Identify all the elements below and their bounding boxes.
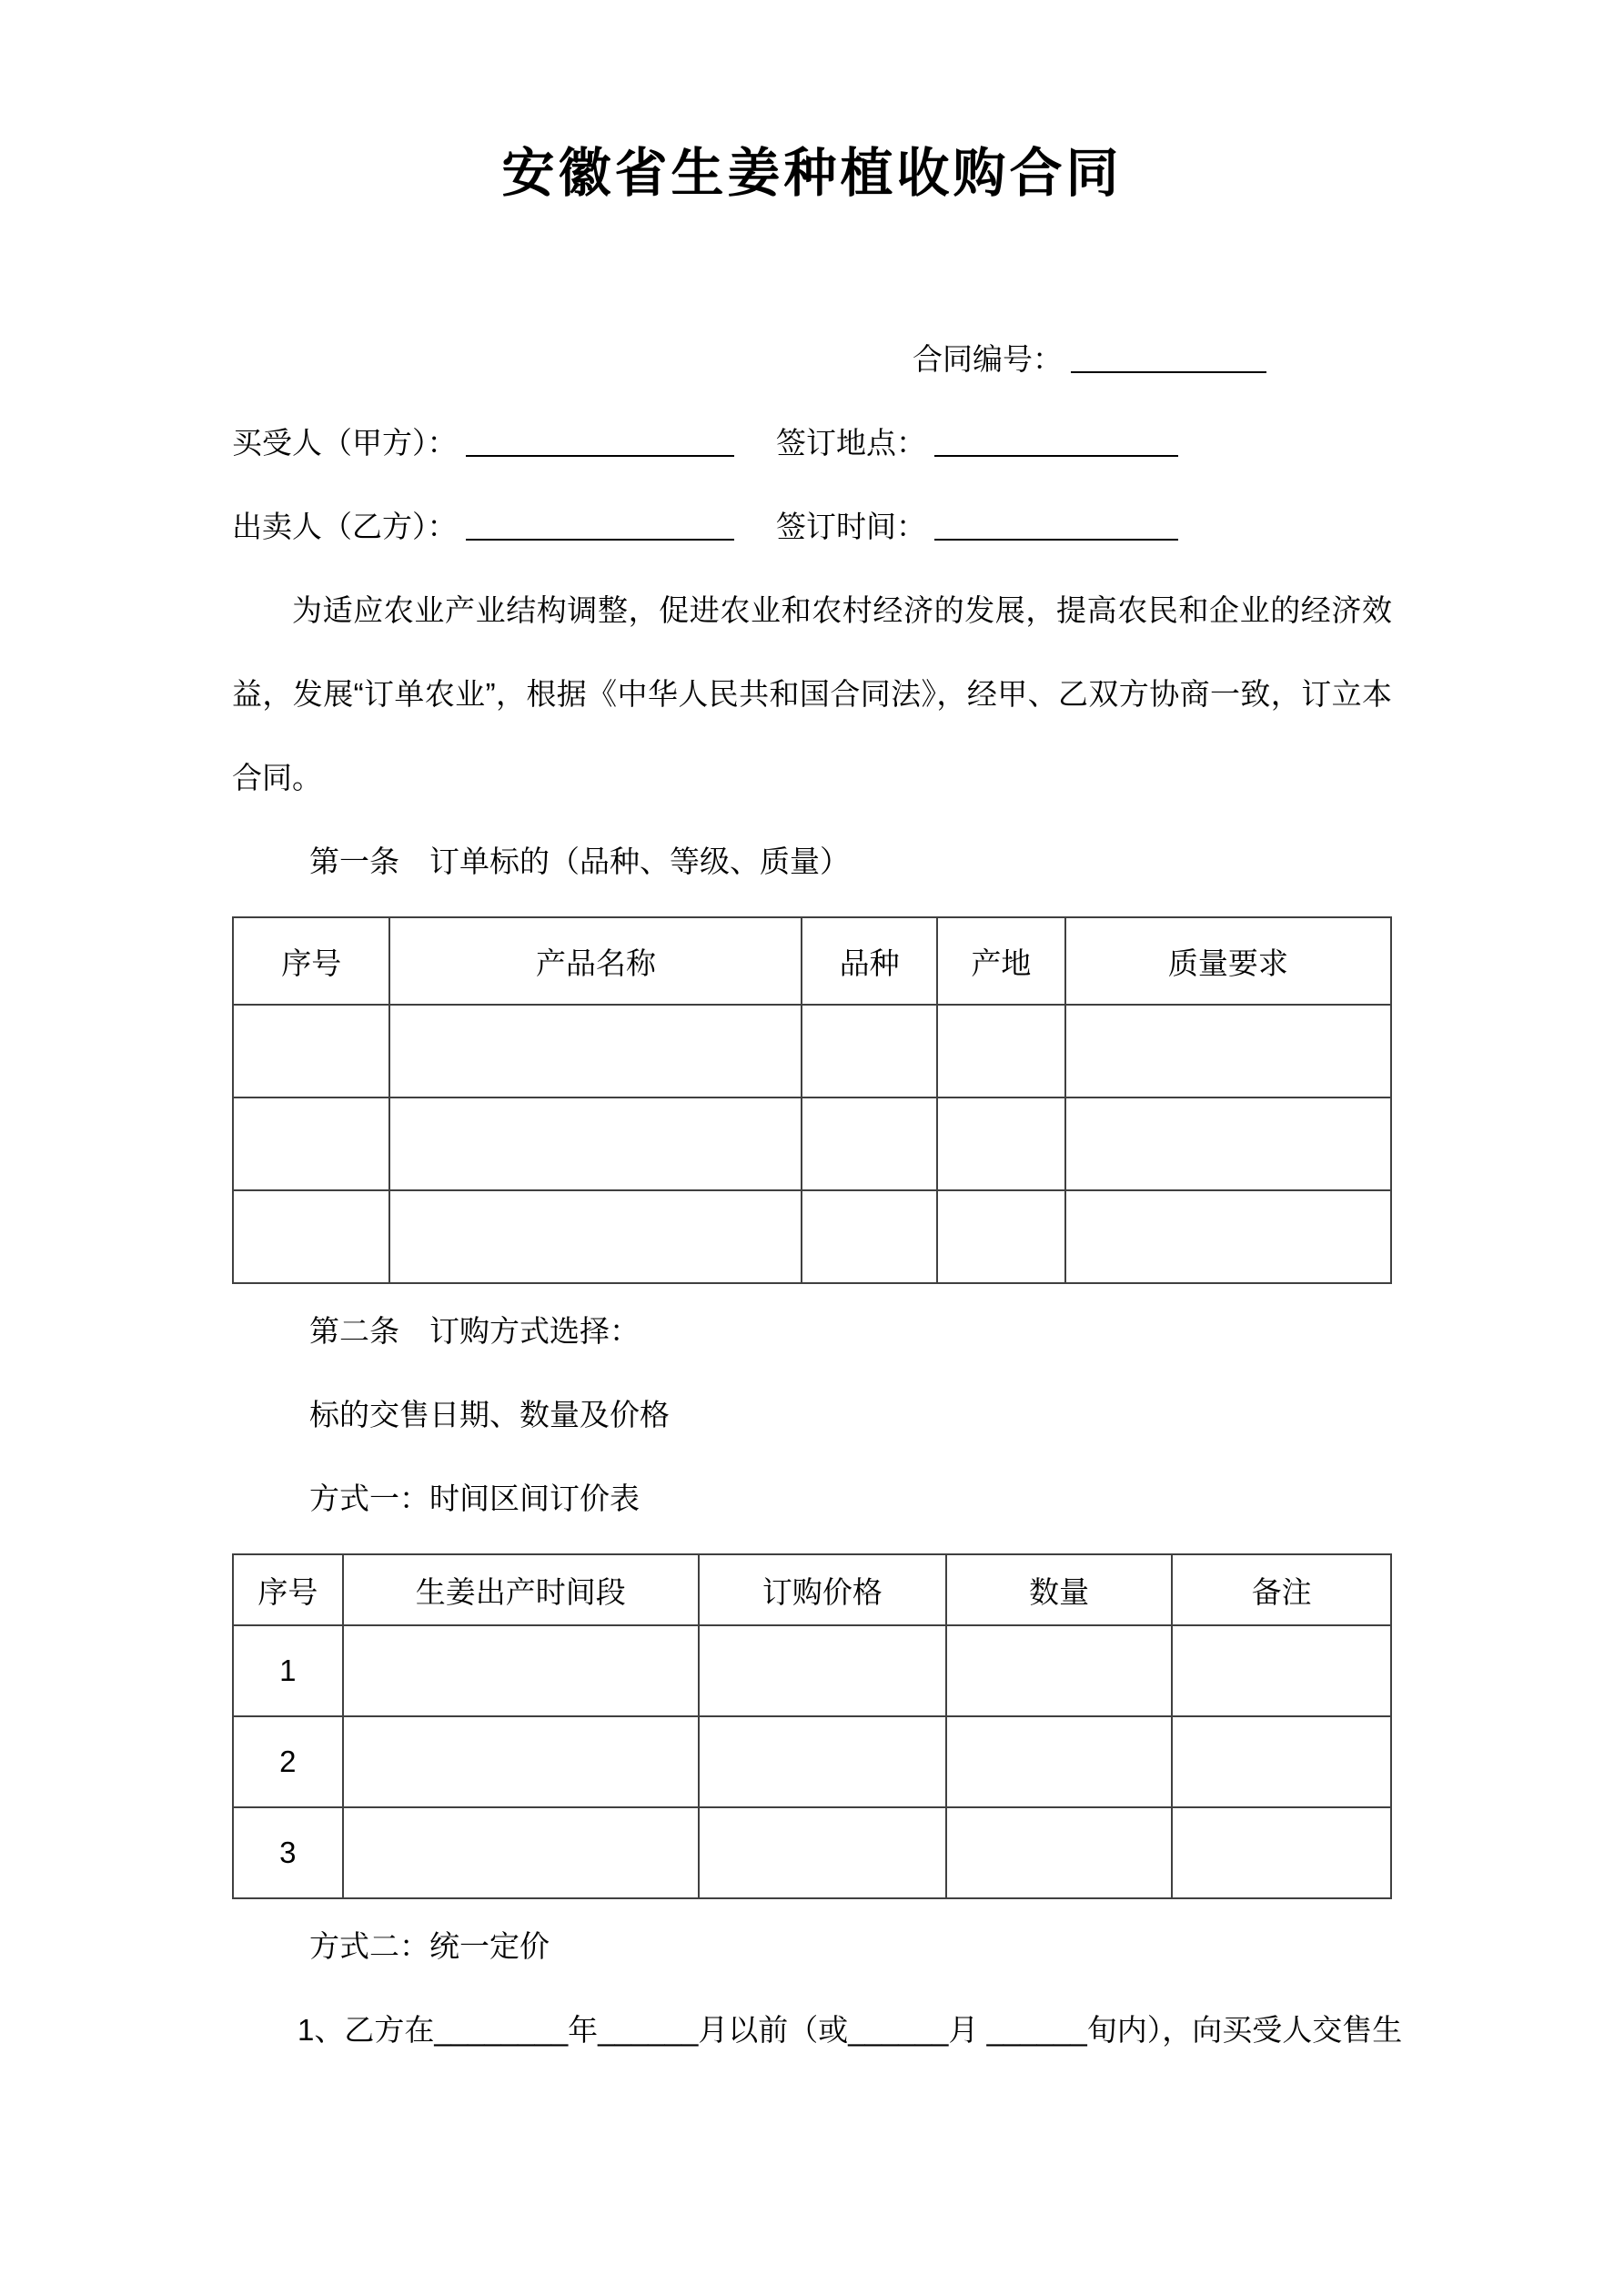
column-header: 订购价格 xyxy=(699,1554,946,1625)
seller-blank xyxy=(466,508,734,541)
order-subject-table xyxy=(232,916,1392,1284)
method1-heading: 方式一：时间区间订价表 xyxy=(309,1482,640,1516)
empty-cell xyxy=(937,1097,1065,1190)
clause2-item1: 1、乙方在________年______月以前（或______月 ______旬内），向买受人交售生 xyxy=(298,2013,1403,2048)
sign-place-blank xyxy=(934,424,1178,457)
table-row xyxy=(233,1807,1391,1898)
empty-cell xyxy=(389,1190,802,1283)
buyer-blank xyxy=(466,424,734,457)
sign-time-blank xyxy=(934,508,1178,541)
table-header-row xyxy=(233,917,1391,1005)
column-header: 品种 xyxy=(802,917,936,1005)
sign-time-label: 签订时间： xyxy=(776,510,927,544)
empty-cell xyxy=(937,1190,1065,1283)
empty-cell xyxy=(343,1716,699,1807)
table-row xyxy=(233,1625,1391,1716)
empty-cell xyxy=(233,1005,389,1097)
column-header: 序号 xyxy=(233,917,389,1005)
empty-cell xyxy=(233,1190,389,1283)
empty-cell xyxy=(343,1807,699,1898)
empty-cell xyxy=(389,1005,802,1097)
empty-cell xyxy=(699,1716,946,1807)
time-interval-pricing-table xyxy=(232,1553,1392,1899)
empty-cell xyxy=(946,1807,1172,1898)
clause2-heading: 第二条 订购方式选择： xyxy=(309,1314,640,1349)
buyer-row xyxy=(232,401,1392,485)
empty-cell xyxy=(1065,1097,1391,1190)
table-header-row xyxy=(233,1554,1391,1625)
column-header: 数量 xyxy=(946,1554,1172,1625)
empty-cell xyxy=(946,1625,1172,1716)
empty-cell xyxy=(802,1190,936,1283)
column-header: 产品名称 xyxy=(389,917,802,1005)
empty-cell xyxy=(233,1097,389,1190)
empty-cell xyxy=(343,1625,699,1716)
row-number-cell: 1 xyxy=(233,1625,343,1716)
column-header: 序号 xyxy=(233,1554,343,1625)
empty-cell xyxy=(937,1005,1065,1097)
empty-cell xyxy=(699,1625,946,1716)
contract-number-row xyxy=(232,318,1392,401)
preamble-paragraph: 为适应农业产业结构调整，促进农业和农村经济的发展，提高农民和企业的经济效益，发展“订单农业”，根据《中华人民共和国合同法》，经甲、乙双方协商一致，订立本合同。 xyxy=(232,593,1392,795)
document-title: 安徽省生姜种植收购合同 xyxy=(501,144,1123,203)
row-number-cell: 2 xyxy=(233,1716,343,1807)
row-number-cell: 3 xyxy=(233,1807,343,1898)
table-row xyxy=(233,1005,1391,1097)
empty-cell xyxy=(946,1716,1172,1807)
column-header: 质量要求 xyxy=(1065,917,1391,1005)
empty-cell xyxy=(1172,1716,1391,1807)
seller-label: 出卖人（乙方）： xyxy=(232,510,458,544)
method2-heading: 方式二：统一定价 xyxy=(309,1929,550,1964)
empty-cell xyxy=(1172,1625,1391,1716)
table-row xyxy=(233,1716,1391,1807)
column-header: 备注 xyxy=(1172,1554,1391,1625)
contract-number-blank xyxy=(1071,340,1266,373)
empty-cell xyxy=(1172,1807,1391,1898)
empty-cell xyxy=(699,1807,946,1898)
column-header: 生姜出产时间段 xyxy=(343,1554,699,1625)
sign-place-label: 签订地点： xyxy=(776,426,927,460)
seller-row xyxy=(232,485,1392,569)
empty-cell xyxy=(1065,1190,1391,1283)
empty-cell xyxy=(802,1097,936,1190)
table-row xyxy=(233,1097,1391,1190)
table-row xyxy=(233,1190,1391,1283)
empty-cell xyxy=(802,1005,936,1097)
empty-cell xyxy=(1065,1005,1391,1097)
buyer-label: 买受人（甲方）： xyxy=(232,426,458,460)
clause2-subheading: 标的交售日期、数量及价格 xyxy=(309,1398,670,1432)
column-header: 产地 xyxy=(937,917,1065,1005)
contract-number-label: 合同编号： xyxy=(913,342,1063,377)
clause1-heading: 第一条 订单标的（品种、等级、质量） xyxy=(309,845,850,879)
empty-cell xyxy=(389,1097,802,1190)
